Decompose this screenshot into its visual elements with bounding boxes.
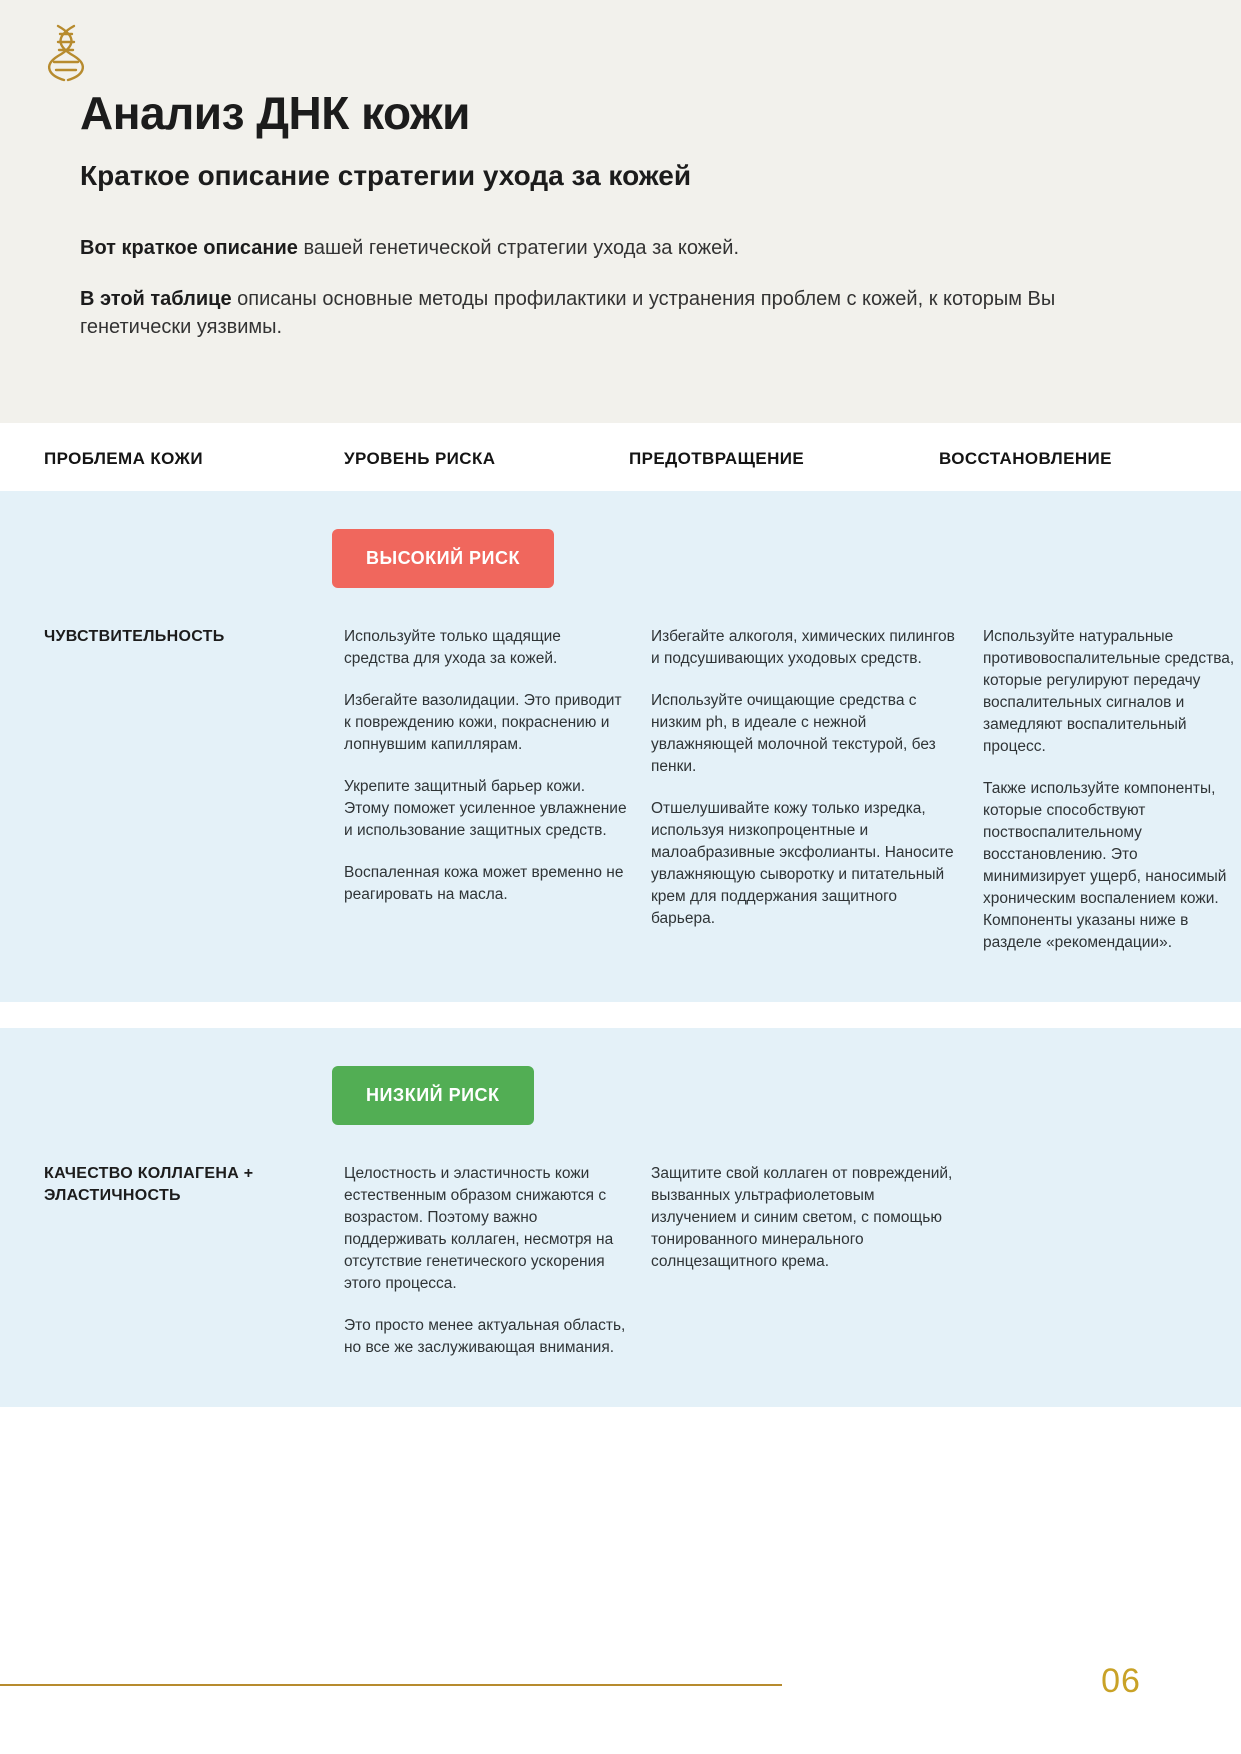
prevention-paragraph: Используйте очищающие средства с низким ph, в идеале с нежной увлажняющей молочной текстурой, без пенки. [651,692,936,776]
intro-paragraph-1-bold: Вот краткое описание [80,237,298,260]
column-header-skin-problem: ПРОБЛЕМА КОЖИ [44,449,203,469]
table-header-row [0,423,1241,491]
column-header-prevention: ПРЕДОТВРАЩЕНИЕ [629,449,805,469]
prevention-paragraph: Защитите свой коллаген от повреждений, вызванных ультрафиолетовым излучением и синим светом, с помощью тонированного минерального солнцезащитного крема. [651,1165,953,1271]
intro-paragraph-1-rest: вашей генетической стратегии ухода за кожей. [297,237,740,260]
risk-paragraph: Используйте только щадящие средства для ухода за кожей. [344,628,561,668]
footer-divider [0,1684,782,1686]
page-subtitle: Краткое описание стратегии ухода за кожей [80,159,692,191]
intro-paragraph-2-rest: описаны основные методы профилактики и устранения проблем с кожей, к которым Вы генетически уязвимы. [80,287,1056,338]
page-footer [0,1662,1241,1754]
prevention-paragraph: Избегайте алкоголя, химических пилингов и подсушивающих уходовых средств. [651,628,955,668]
recovery-paragraph: Используйте натуральные противовоспалительные средства, которые регулируют передачу воспалительных сигналов и замедляют воспалительный процесс. [983,628,1235,756]
risk-paragraph: Целостность и эластичность кожи естественным образом снижаются с возрастом. Поэтому важно поддерживать коллаген, несмотря на отсутствие генетического ускорения этого процесса. [344,1165,614,1293]
column-header-recovery: ВОССТАНОВЛЕНИЕ [939,449,1112,469]
header-block [0,0,1241,423]
table-row [0,1028,1241,1407]
table-row [0,491,1241,1002]
row-separator [0,1002,1241,1028]
recovery-cell [983,626,1241,954]
risk-cell [344,626,651,954]
recovery-paragraph: Также используйте компоненты, которые способствуют поствоспалительному восстановлению. Это минимизирует ущерб, наносимый хроническим воспалением кожи. Компоненты указаны ниже в разделе «рекомендации». [983,780,1227,952]
page-number: 06 [1101,1662,1141,1700]
risk-paragraph: Избегайте вазолидации. Это приводит к повреждению кожи, покраснению и лопнувшим капиллярам. [344,692,622,754]
recovery-cell [983,1163,1241,1359]
prevention-cell [651,626,983,954]
intro-paragraph-1 [80,234,1080,262]
row-label: КАЧЕСТВО КОЛЛАГЕНА + ЭЛАСТИЧНОСТЬ [44,1165,254,1204]
intro-paragraph-2-bold: В этой таблице [80,287,232,310]
intro-paragraph-2 [80,285,1080,342]
column-header-risk-level: УРОВЕНЬ РИСКА [344,449,496,469]
prevention-paragraph: Отшелушивайте кожу только изредка, используя низкопроцентные и малоабразивные эксфолианты. Наносите увлажняющую сыворотку и питательный крем для поддержания защитного барьера. [651,800,954,928]
risk-paragraph: Это просто менее актуальная область, но все же заслуживающая внимания. [344,1317,626,1357]
risk-paragraph: Укрепите защитный барьер кожи. Этому поможет усиленное увлажнение и использование защитных средств. [344,778,627,840]
risk-cell [344,1163,651,1359]
risk-badge-wrap [44,491,1197,588]
status-badge: НИЗКИЙ РИСК [332,1066,534,1125]
status-badge: ВЫСОКИЙ РИСК [332,529,554,588]
row-label: ЧУВСТВИТЕЛЬНОСТЬ [44,628,225,646]
prevention-cell [651,1163,983,1359]
dna-logo-icon [44,22,88,84]
risk-badge-wrap [44,1028,1197,1125]
page-title: Анализ ДНК кожи [80,87,470,139]
risk-paragraph: Воспаленная кожа может временно не реагировать на масла. [344,864,624,904]
